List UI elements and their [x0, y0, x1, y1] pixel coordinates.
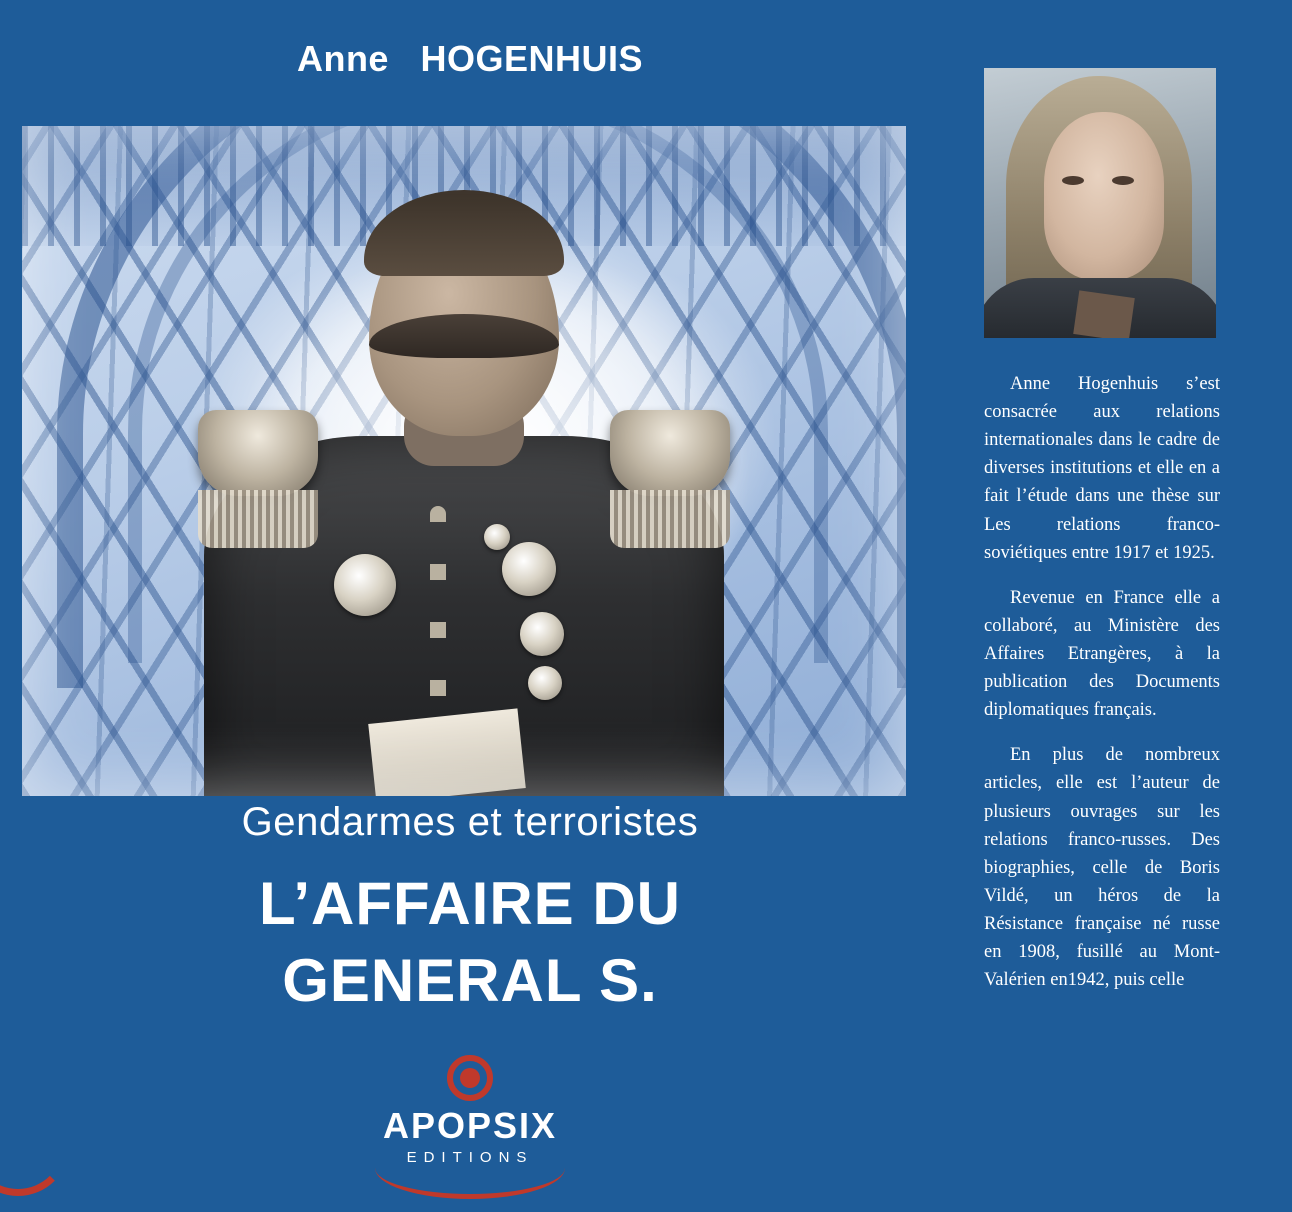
- author-flap-panel: [940, 0, 1292, 1212]
- medal-cross: [520, 612, 564, 656]
- author-biography: [984, 370, 1220, 994]
- author-first-name: Anne: [296, 38, 389, 79]
- author-collar: [1073, 290, 1135, 338]
- epaulette-fringe-right: [610, 490, 730, 548]
- held-document: [368, 708, 526, 796]
- bio-paragraph-3: En plus de nombreux articles, elle est l’auteur de plusieurs ouvrages sur les relations franco-russes. Des biographies, celle de Boris Vildé, un héros de la Résistance française né russe en 1908, fusillé au Mont-Valérien en1942, puis celle: [984, 745, 1220, 991]
- general-portrait: [184, 196, 744, 796]
- book-title: [0, 866, 940, 1020]
- epaulette-right: [610, 410, 730, 496]
- author-photo: [984, 68, 1216, 338]
- apopsix-mark-icon: [447, 1055, 493, 1101]
- medal-star-right: [502, 542, 556, 596]
- author-eye-right: [1112, 176, 1134, 185]
- cover-illustration: [22, 126, 906, 796]
- author-eye-left: [1062, 176, 1084, 185]
- general-hair: [364, 190, 564, 276]
- publisher-swoosh-icon: [375, 1168, 565, 1199]
- medal-small: [528, 666, 562, 700]
- book-title-line-2: GENERAL S.: [282, 946, 658, 1014]
- book-title-line-1: L’AFFAIRE DU: [258, 870, 681, 937]
- publisher-logo: [0, 1055, 940, 1199]
- author-last-name: HOGENHUIS: [420, 38, 644, 79]
- author-name: [0, 38, 940, 80]
- book-subtitle: Gendarmes et terroristes: [241, 800, 699, 844]
- author-face: [1044, 112, 1164, 280]
- epaulette-left: [198, 410, 318, 496]
- epaulette-fringe-left: [198, 490, 318, 548]
- bio-paragraph-1: Anne Hogenhuis s’est consacrée aux relations internationales dans le cadre de diverses institutions et elle en a fait l’étude dans une thèse sur Les relations franco-soviétiques entre 1917 et 1925.: [984, 374, 1220, 563]
- publisher-name: APOPSIX: [382, 1105, 558, 1146]
- medal-star-large: [334, 554, 396, 616]
- bio-paragraph-2: Revenue en France elle a collaboré, au Ministère des Affaires Etrangères, à la publication des Documents diplomatiques français.: [984, 587, 1220, 721]
- publisher-tagline: EDITIONS: [406, 1149, 534, 1166]
- medal-badge: [484, 524, 510, 550]
- mark-dot: [460, 1068, 480, 1088]
